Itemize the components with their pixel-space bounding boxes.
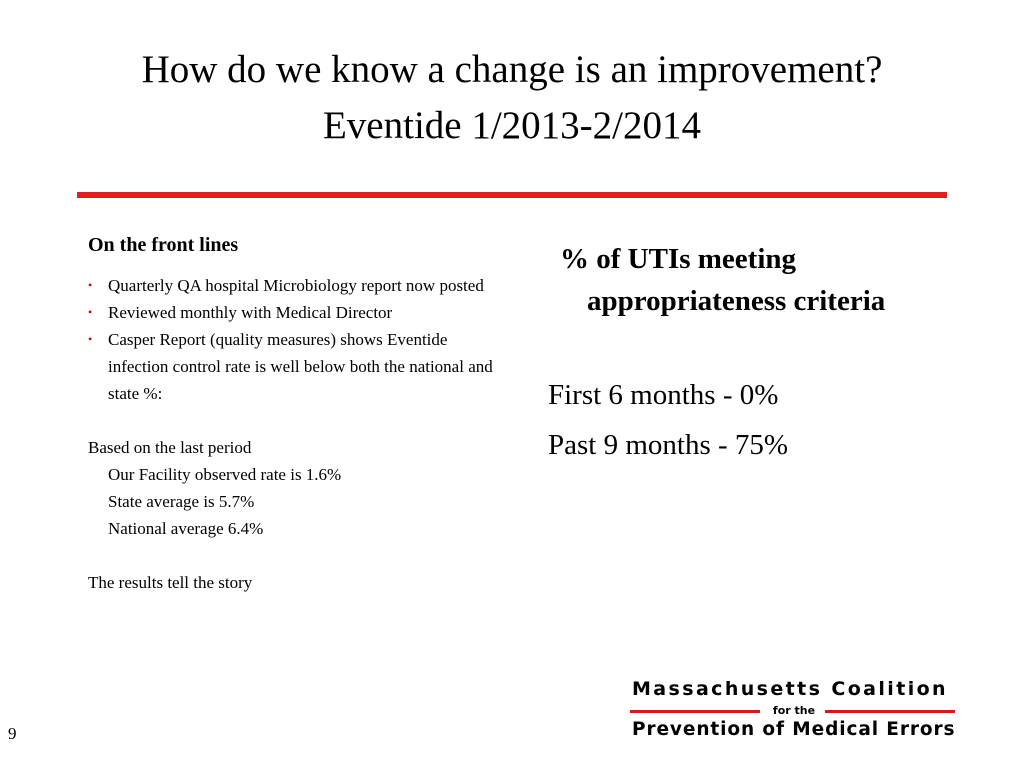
- bullet-dot-icon: •: [88, 278, 93, 292]
- bullet-item: [88, 272, 508, 299]
- coalition-logo: [630, 676, 960, 746]
- period-label: Based on the last period: [88, 438, 252, 457]
- stat-past-9-months: Past 9 months - 75%: [548, 429, 789, 461]
- stat-first-6-months: First 6 months - 0%: [548, 379, 779, 411]
- logo-divider: [630, 703, 955, 719]
- title-divider: [77, 192, 947, 198]
- logo-line-2: for the: [772, 704, 816, 717]
- uti-stats: [548, 370, 968, 470]
- logo-bar-left: [630, 710, 760, 713]
- bullet-text: Casper Report (quality measures) shows Eventide infection control rate is well below both the national and state %:: [108, 330, 493, 403]
- bullet-item: [88, 299, 508, 326]
- right-heading: [548, 238, 968, 322]
- bullet-text: Reviewed monthly with Medical Director: [108, 303, 393, 322]
- right-heading-line-1: % of UTIs meeting: [560, 243, 797, 275]
- bullet-text: Quarterly QA hospital Microbiology report now posted: [108, 276, 484, 295]
- bullet-item: [88, 326, 508, 407]
- spacer: [88, 542, 508, 569]
- logo-line-1: Massachusetts Coalition: [632, 678, 948, 700]
- slide-number: 9: [8, 724, 17, 743]
- left-heading: On the front lines: [88, 234, 239, 256]
- logo-bar-right: [825, 710, 955, 713]
- slide-title: [0, 42, 1024, 154]
- title-line-2: Eventide 1/2013-2/2014: [322, 104, 702, 147]
- conclusion-text: The results tell the story: [88, 573, 253, 592]
- bullet-dot-icon: •: [88, 305, 93, 319]
- rate-facility: Our Facility observed rate is 1.6%: [108, 465, 342, 484]
- title-line-1: How do we know a change is an improvement?: [141, 48, 883, 91]
- bullet-dot-icon: •: [88, 332, 93, 346]
- rate-national: National average 6.4%: [108, 519, 264, 538]
- spacer: [88, 407, 508, 434]
- left-column: [88, 230, 508, 596]
- right-column: [548, 238, 968, 470]
- bullet-list: [88, 272, 508, 407]
- logo-line-3: Prevention of Medical Errors: [632, 719, 956, 740]
- right-heading-line-2: appropriateness criteria: [587, 285, 886, 317]
- rate-state: State average is 5.7%: [108, 492, 255, 511]
